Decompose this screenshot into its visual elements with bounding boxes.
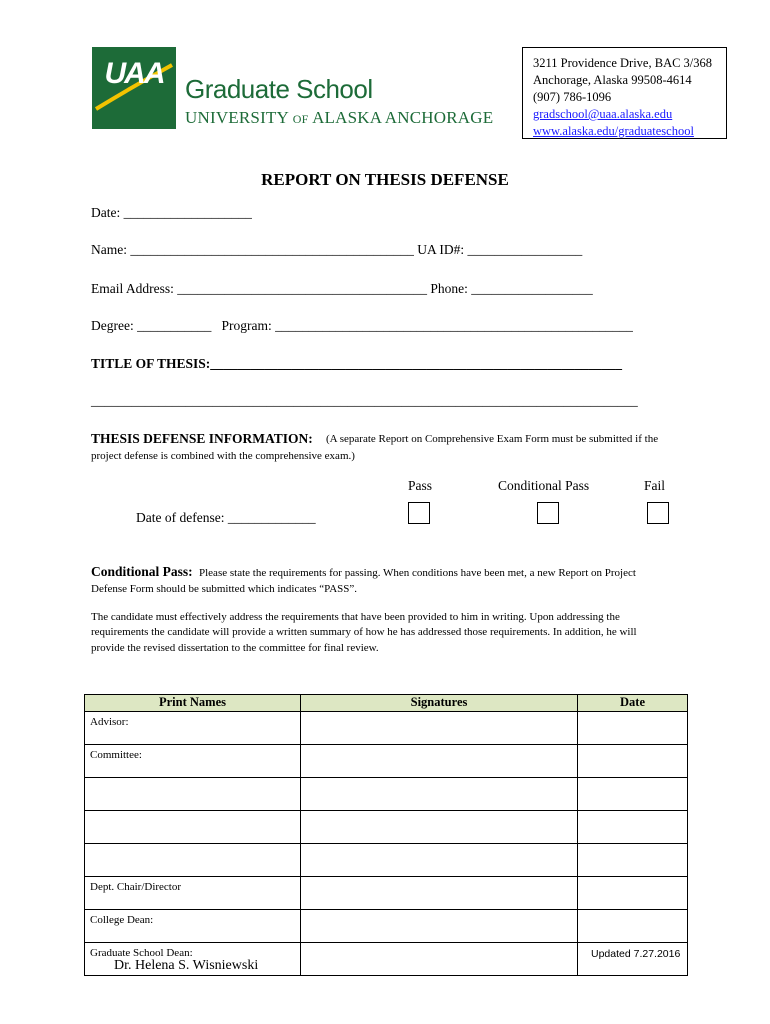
phone-number: (907) 786-1096 [533, 90, 612, 104]
address-line-2: Anchorage, Alaska 99508-4614 [533, 73, 692, 87]
signature-cell[interactable] [301, 778, 578, 811]
header-signatures: Signatures [301, 695, 578, 712]
table-row [85, 745, 688, 778]
table-row [85, 712, 688, 745]
defense-info-heading: THESIS DEFENSE INFORMATION: [91, 431, 313, 446]
fail-label: Fail [644, 478, 666, 493]
graduate-dean-name: Dr. Helena S. Wisniewski [114, 958, 259, 973]
thesis-title-field[interactable]: TITLE OF THESIS:_____________________________________________________________ [91, 356, 623, 371]
date-cell[interactable] [578, 811, 688, 844]
signature-cell[interactable] [301, 910, 578, 943]
candidate-paragraph-line-1: The candidate must effectively address the requirements that have been provided to him in writing. Upon addressing the [91, 611, 620, 623]
fail-checkbox[interactable] [647, 502, 669, 524]
date-cell[interactable] [578, 910, 688, 943]
address-box [522, 47, 727, 139]
table-row [85, 844, 688, 877]
header-print-names: Print Names [85, 695, 301, 712]
graduate-dean-label: Graduate School Dean: [90, 947, 193, 959]
conditional-pass-text-cont: Defense Form should be submitted which indicates “PASS”. [91, 583, 358, 595]
pass-label: Pass [408, 478, 433, 493]
date-cell[interactable] [578, 844, 688, 877]
print-name-cell[interactable] [85, 844, 301, 877]
date-of-defense-field[interactable]: Date of defense: _____________ [136, 510, 316, 525]
email-link[interactable]: gradschool@uaa.alaska.edu [533, 107, 673, 121]
signature-table [84, 694, 688, 976]
table-row [85, 811, 688, 844]
candidate-paragraph-line-3: provide the revised dissertation to the committee for final review. [91, 642, 379, 654]
signature-cell[interactable] [301, 943, 578, 976]
row-label-advisor: Advisor: [85, 712, 301, 745]
conditional-pass-text: Please state the requirements for passing. When conditions have been met, a new Report on Project [199, 567, 636, 579]
row-label-graduate-dean [85, 943, 301, 976]
degree-program-field[interactable]: Degree: ___________ Program: _____________________________________________________ [91, 318, 633, 333]
print-name-cell[interactable] [85, 811, 301, 844]
date-cell[interactable] [578, 877, 688, 910]
form-title: REPORT ON THESIS DEFENSE [261, 170, 509, 189]
defense-info-note-cont: project defense is combined with the comprehensive exam.) [91, 450, 355, 462]
row-label-committee: Committee: [85, 745, 301, 778]
signature-cell[interactable] [301, 877, 578, 910]
signature-cell[interactable] [301, 712, 578, 745]
signature-cell[interactable] [301, 745, 578, 778]
table-header-row [85, 695, 688, 712]
conditional-pass-checkbox[interactable] [537, 502, 559, 524]
logo-school-name: Graduate School [185, 74, 373, 104]
table-row [85, 778, 688, 811]
date-field[interactable]: Date: ___________________ [91, 205, 252, 220]
header-date: Date [578, 695, 688, 712]
date-cell[interactable] [578, 778, 688, 811]
print-name-cell[interactable] [85, 778, 301, 811]
email-phone-field[interactable]: Email Address: _____________________________________ Phone: __________________ [91, 281, 593, 296]
date-cell[interactable] [578, 745, 688, 778]
name-uaid-field[interactable]: Name: __________________________________________ UA ID#: _________________ [91, 242, 583, 257]
updated-date: Updated 7.27.2016 [591, 948, 681, 960]
conditional-pass-heading: Conditional Pass: [91, 564, 193, 579]
pass-checkbox[interactable] [408, 502, 430, 524]
thesis-title-continuation[interactable]: _________________________________________________________________________________ [91, 393, 638, 408]
uaa-logo-mark [92, 47, 176, 129]
defense-info-note: (A separate Report on Comprehensive Exam Form must be submitted if the [326, 433, 659, 445]
signature-cell[interactable] [301, 844, 578, 877]
logo-mark-text: UAA [104, 57, 164, 90]
website-link[interactable]: www.alaska.edu/graduateschool [533, 124, 694, 138]
address-line-1: 3211 Providence Drive, BAC 3/368 [533, 56, 713, 70]
date-cell[interactable] [578, 712, 688, 745]
signature-cell[interactable] [301, 811, 578, 844]
table-row [85, 877, 688, 910]
table-row [85, 910, 688, 943]
logo-university-name: UNIVERSITY of ALASKA ANCHORAGE [185, 108, 494, 127]
conditional-pass-label: Conditional Pass [498, 478, 590, 493]
candidate-paragraph-line-2: requirements the candidate will provide a written summary of how he has addressed those requirements. In addition, he will [91, 626, 637, 638]
row-label-dept-chair: Dept. Chair/Director [85, 877, 301, 910]
row-label-college-dean: College Dean: [85, 910, 301, 943]
